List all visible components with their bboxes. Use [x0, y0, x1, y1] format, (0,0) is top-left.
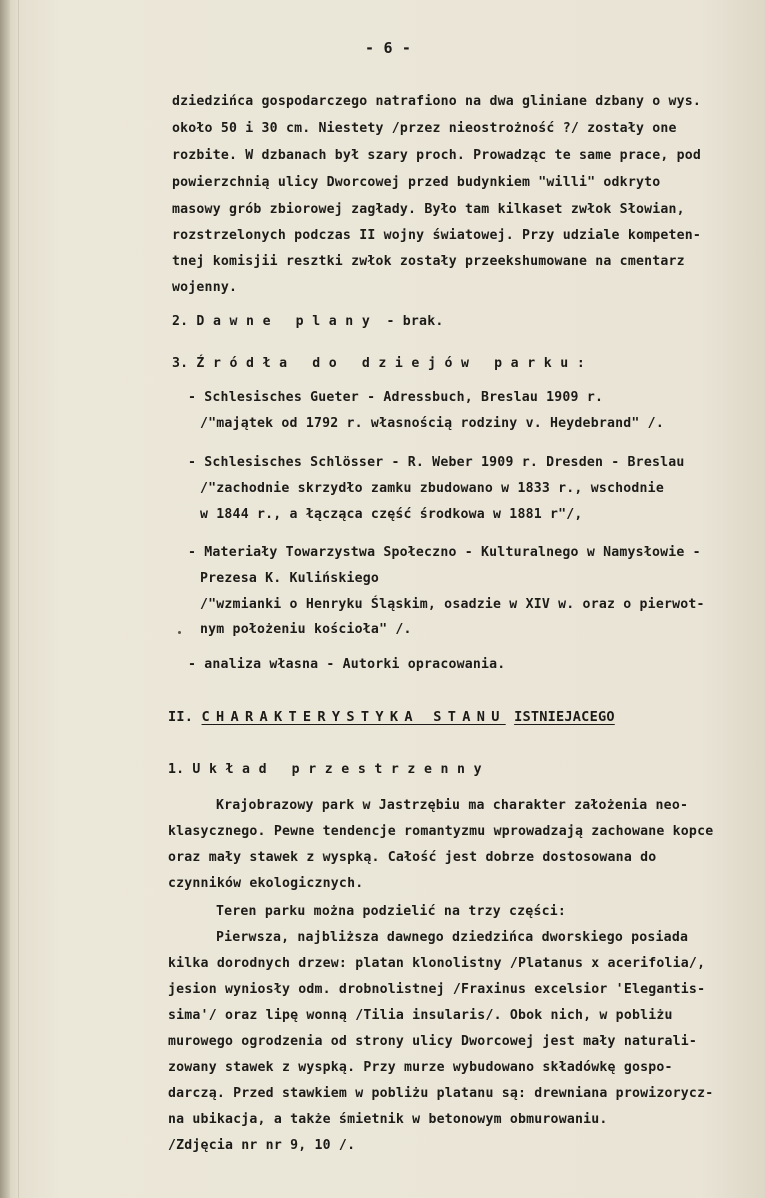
source-note: Prezesa K. Kulińskiego [200, 571, 380, 586]
body-line: sima'/ oraz lipę wonną /Tilia insularis/. Obok nich, w pobliżu [168, 1008, 673, 1023]
body-line: oraz mały stawek z wyspką. Całość jest dobrze dostosowana do [168, 850, 657, 865]
section-3-heading [172, 356, 593, 372]
body-line: murowego ogrodzenia od strony ulicy Dworcowej jest mały naturali- [168, 1034, 698, 1049]
chapter-title-tail: ISTNIEJACEGO [514, 709, 615, 725]
subsection-title: Układ przestrzenny [192, 762, 491, 777]
body-line: Teren parku można podzielić na trzy części: [216, 904, 567, 919]
text-line: masowy grób zbiorowej zagłady. Było tam kilkaset zwłok Słowian, [172, 202, 685, 217]
body-line: kilka dorodnych drzew: platan klonolistny /Platanus x acerifolia/, [168, 956, 706, 971]
text-line: tnej komisjii resztki zwłok zostały przeekshumowane na cmentarz [172, 254, 685, 269]
source-item: - Schlesisches Gueter - Adressbuch, Breslau 1909 r. [188, 390, 604, 405]
chapter-title: CHARAKTERYSTYKA STANU [201, 709, 506, 725]
source-note: /"majątek od 1792 r. własnością rodziny v. Heydebrand" /. [200, 416, 664, 431]
source-item: - Materiały Towarzystwa Społeczno - Kulturalnego w Namysłowie - [188, 545, 701, 560]
source-note: /"wzmianki o Henryku Śląskim, osadzie w XIV w. oraz o pierwot- [200, 597, 705, 612]
text-line: powierzchnią ulicy Dworcowej przed budynkiem "willi" odkryto [172, 175, 661, 190]
section-2-heading [172, 314, 443, 330]
text-line: rozbite. W dzbanach był szary proch. Prowadząc te same prace, pod [172, 148, 702, 163]
source-note: /"zachodnie skrzydło zamku zbudowano w 1833 r., wschodnie [200, 481, 664, 496]
section-title: Źródła do dziejów parku: [196, 356, 594, 371]
chapter-number: II. [168, 709, 194, 725]
text-line: dziedzińca gospodarczego natrafiono na dwa gliniane dzbany o wys. [172, 94, 702, 109]
page-binding-edge [0, 0, 10, 1198]
section-number: 3. [172, 356, 189, 371]
body-line: na ubikacja, a także śmietnik w betonowym obmurowaniu. [168, 1112, 608, 1127]
body-line: klasycznego. Pewne tendencje romantyzmu wprowadzają zachowane kopce [168, 824, 714, 839]
body-line: czynników ekologicznych. [168, 876, 364, 891]
page-fold-line [18, 0, 19, 1198]
source-note: w 1844 r., a łącząca część środkowa w 1881 r"/, [200, 507, 583, 522]
body-line: /Zdjęcia nr nr 9, 10 /. [168, 1138, 356, 1153]
body-line: jesion wyniosły odm. drobnolistnej /Fraxinus excelsior 'Elegantis- [168, 982, 706, 997]
margin-dot [178, 631, 181, 634]
source-item: - analiza własna - Autorki opracowania. [188, 657, 506, 672]
chapter-2-heading [168, 709, 615, 725]
body-line: Krajobrazowy park w Jastrzębiu ma charakter założenia neo- [216, 798, 689, 813]
source-note: nym położeniu kościoła" /. [200, 622, 412, 637]
body-line: darczą. Przed stawkiem w pobliżu platanu są: drewniana prowizorycz- [168, 1086, 714, 1101]
subsection-number: 1. [168, 762, 185, 777]
body-line: zowany stawek z wyspką. Przy murze wybudowano składówkę gospo- [168, 1060, 673, 1075]
text-line: rozstrzelonych podczas II wojny światowej. Przy udziale kompeten- [172, 228, 702, 243]
source-item: - Schlesisches Schlösser - R. Weber 1909 r. Dresden - Breslau [188, 455, 685, 470]
text-line: około 50 i 30 cm. Niestety /przez nieostrożność ?/ zostały one [172, 121, 677, 136]
body-line: Pierwsza, najbliższa dawnego dziedzińca dworskiego posiada [216, 930, 689, 945]
section-number: 2. [172, 314, 189, 329]
page-number: - 6 - [365, 39, 412, 57]
subsection-1-heading [168, 762, 490, 778]
text-line: wojenny. [172, 280, 238, 295]
section-status: - brak. [386, 314, 444, 329]
section-title: Dawne plany [196, 314, 379, 329]
